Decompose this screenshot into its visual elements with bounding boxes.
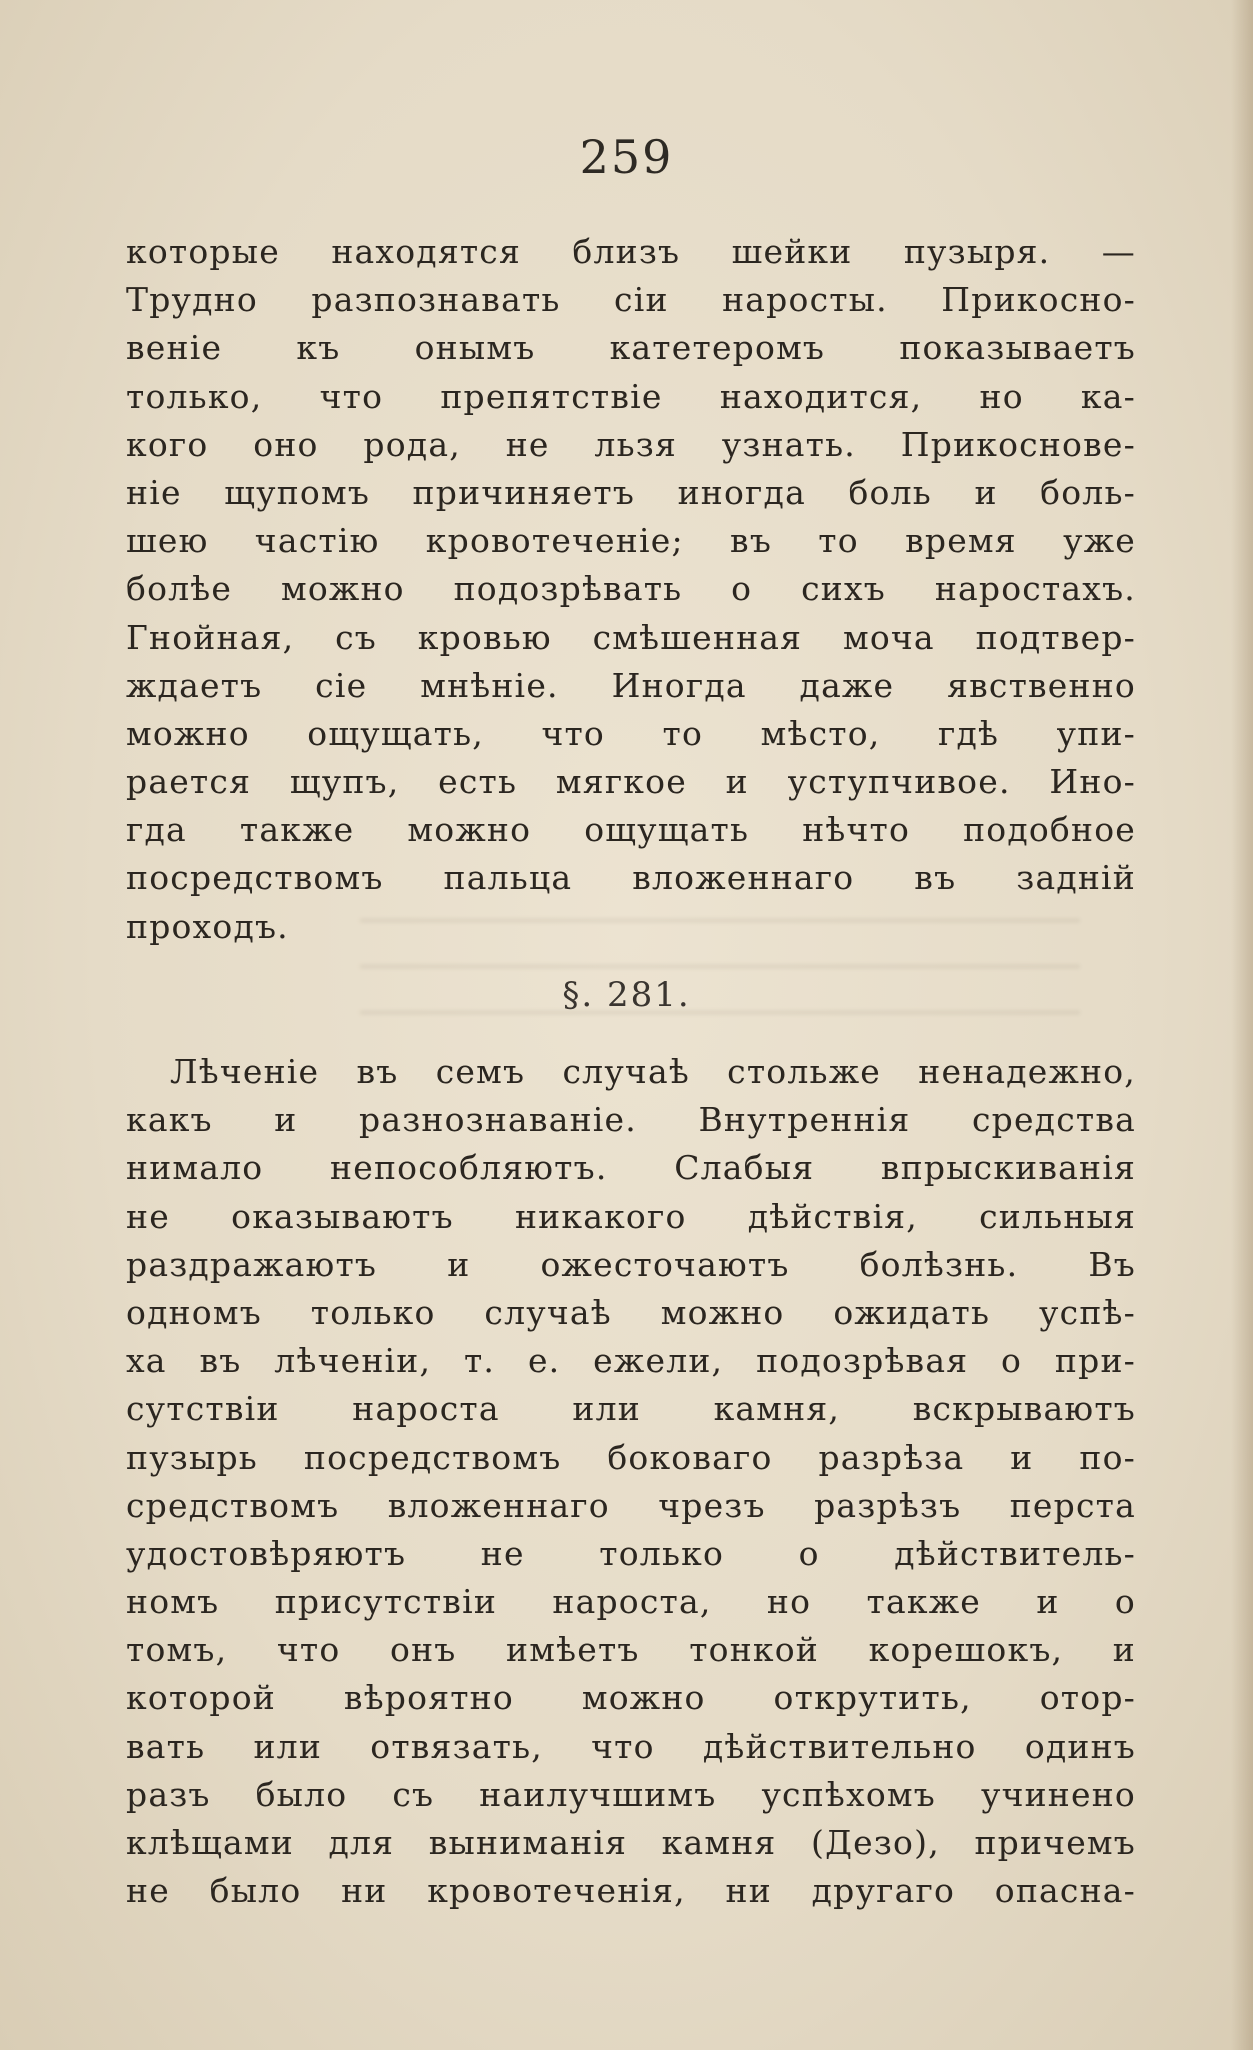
text-line: раздражаютъ и ожесточаютъ болѣзнь. Въ xyxy=(126,1244,1136,1284)
text-line: болѣе можно подозрѣвать о сихъ наростахъ. xyxy=(126,569,1136,609)
text-line: клѣщами для выниманія камня (Дезо), причемъ xyxy=(126,1823,1136,1862)
text-line: томъ, что онъ имѣетъ тонкой корешокъ, и xyxy=(126,1630,1136,1670)
text-line: разъ было съ наилучшимъ успѣхомъ учинено xyxy=(126,1774,1136,1814)
text-line: Лѣченіе въ семъ случаѣ стольже ненадежно, xyxy=(170,1052,1136,1091)
text-line: номъ присутствіи нароста, но также и о xyxy=(126,1582,1136,1622)
text-line: шею частію кровотеченіе; въ то время уже xyxy=(126,521,1136,561)
page-number: 259 xyxy=(579,130,674,184)
text-line: вать или отвязать, что дѣйствительно одинъ xyxy=(126,1726,1136,1766)
text-line: можно ощущать, что то мѣсто, гдѣ упи- xyxy=(126,713,1136,753)
text-line: какъ и разнознаваніе. Внутреннія средства xyxy=(126,1100,1136,1140)
paragraph-continued xyxy=(126,228,1136,951)
text-line: удостовѣряютъ не только о дѣйствитель- xyxy=(126,1533,1136,1573)
text-line: ждаетъ сіе мнѣніе. Иногда даже явственно xyxy=(126,665,1136,705)
text-line: не было ни кровотеченія, ни другаго опасна- xyxy=(126,1871,1136,1911)
paragraph-section-281 xyxy=(126,1048,1136,1915)
text-line: посредствомъ пальца вложеннаго въ задній xyxy=(126,858,1136,898)
text-line: веніе къ онымъ катетеромъ показываетъ xyxy=(126,328,1136,368)
text-line: одномъ только случаѣ можно ожидать успѣ- xyxy=(126,1292,1136,1332)
text-line: средствомъ вложеннаго чрезъ разрѣзъ перста xyxy=(126,1485,1136,1525)
text-line: сутствіи нароста или камня, вскрываютъ xyxy=(126,1389,1136,1429)
text-line: которые находятся близъ шейки пузыря. — xyxy=(126,232,1136,271)
text-line: нимало непособляютъ. Слабыя впрыскиванія xyxy=(126,1148,1136,1188)
text-line: только, что препятствіе находится, но ка- xyxy=(126,376,1136,416)
section-heading: §. 281. xyxy=(562,975,691,1015)
text-line: ха въ лѣченіи, т. е. ежели, подозрѣвая о при- xyxy=(126,1341,1136,1381)
text-line: Гнойная, съ кровью смѣшенная моча подтвер- xyxy=(126,617,1136,657)
text-line: гда также можно ощущать нѣчто подобное xyxy=(126,810,1136,850)
text-line: пузырь посредствомъ боковаго разрѣза и по- xyxy=(126,1437,1136,1477)
text-line: которой вѣроятно можно открутить, отор- xyxy=(126,1678,1136,1718)
text-line: Трудно разпознавать сіи наросты. Прикосно- xyxy=(126,280,1136,320)
text-line: ніе щупомъ причиняетъ иногда боль и боль- xyxy=(126,472,1136,512)
text-line: рается щупъ, есть мягкое и уступчивое. Ино- xyxy=(126,762,1136,802)
text-line: не оказываютъ никакого дѣйствія, сильныя xyxy=(126,1196,1136,1236)
text-line: кого оно рода, не льзя узнать. Прикоснове- xyxy=(126,424,1136,464)
text-line: проходъ. xyxy=(126,906,289,946)
